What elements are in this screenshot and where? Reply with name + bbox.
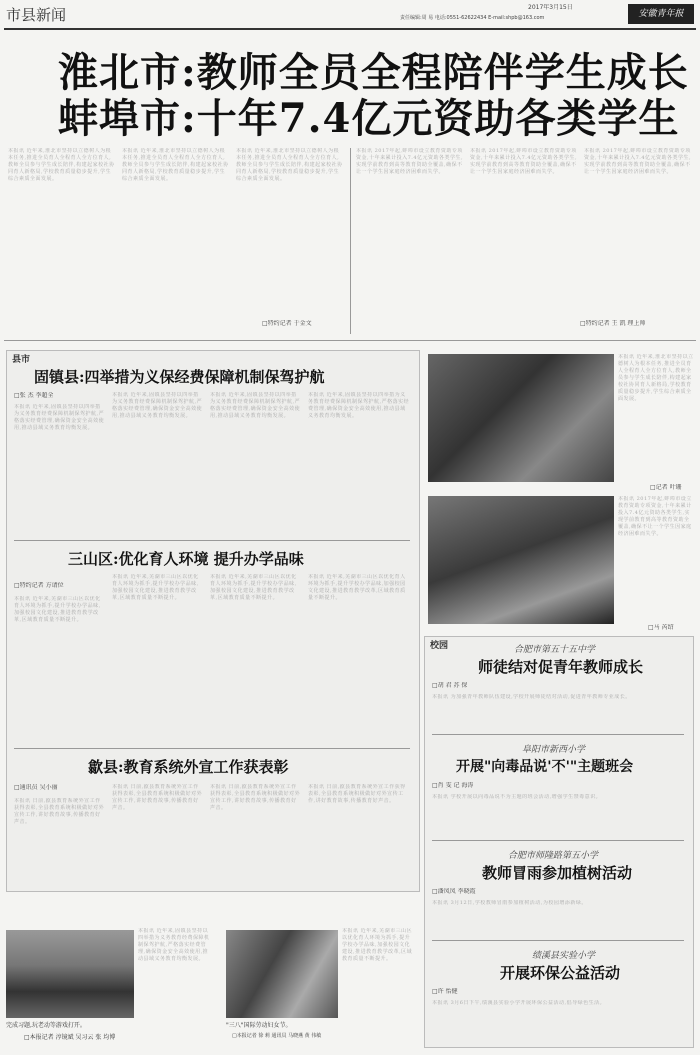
school2-title: 开展"向毒品说'不'"主题班会 bbox=[456, 759, 634, 775]
photo-bottom-mid-text-line: "三八"国际劳动妇女节。 bbox=[226, 1022, 292, 1029]
school-divider-3 bbox=[432, 940, 684, 941]
lead-byline-1: □特约记者 于金文 bbox=[262, 320, 312, 327]
school3-name: 合肥市师隆路第五小学 bbox=[508, 851, 599, 861]
school3-byline: □潘凤凤 李晓霞 bbox=[432, 888, 476, 895]
school2-byline: □肖 雯 记 海涛 bbox=[432, 782, 474, 789]
county-story2-col-2: 本报讯 近年来,芜湖市三山区以优化育人环境为抓手,提升学校办学品味,加强校园文化建设,推进教育教学改革,区域教育质量不断提升。 bbox=[112, 574, 199, 601]
school3-title: 教师冒雨参加植树活动 bbox=[482, 864, 633, 882]
county-story3-col-3: 本报讯 日前,歙县教育系统外宣工作获得表彰,全县教育系统积极做好对外宣传工作,讲好教育故事,传播教育好声音。 bbox=[210, 784, 301, 811]
county-story3-byline: □通讯员 吴小丽 bbox=[14, 784, 58, 791]
school-divider-1 bbox=[432, 734, 684, 735]
lead-column-divider bbox=[350, 148, 351, 334]
school4-name: 绩溪县实验小学 bbox=[532, 951, 596, 961]
county-box-tag bbox=[12, 352, 30, 365]
photo-top-text: 本报讯 近年来,淮北市坚持以立德树人为根本任务,推进全员育人全程育人全方位育人,教师全员参与学生成长陪伴,构建起家校社协同育人新格局,学校教育质量稳步提升,学生综合素质全面发展。 bbox=[618, 354, 694, 402]
photo-bottom-mid-text: 本报讯 近年来,芜湖市三山区以优化育人环境为抓手,提升学校办学品味,加强校园文化建设,推进教育教学改革,区域教育质量不断提升。 bbox=[342, 928, 413, 962]
lead-body-col-2: 本报讯 近年来,淮北市坚持以立德树人为根本任务,推进全员育人全程育人全方位育人,教师全员参与学生成长陪伴,构建起家校社协同育人新格局,学校教育质量稳步提升,学生综合素质全面发展。 bbox=[122, 148, 229, 182]
masthead-text: 安徽青年报 bbox=[638, 9, 684, 19]
lead-body-col-3: 本报讯 近年来,淮北市坚持以立德树人为根本任务,推进全员育人全程育人全方位育人,教师全员参与学生成长陪伴,构建起家校社协同育人新格局,学校教育质量稳步提升,学生综合素质全面发展。 bbox=[236, 148, 343, 182]
school1-byline: □胡 君 苏 保 bbox=[432, 682, 468, 689]
county-story2-col-4: 本报讯 近年来,芜湖市三山区以优化育人环境为抓手,提升学校办学品味,加强校园文化建设,推进教育教学改革,区域教育质量不断提升。 bbox=[308, 574, 406, 601]
county-story1-col-4: 本报讯 近年来,固镇县坚持以四举措为义务教育经费保障机制保驾护航,严格落实经费管理,确保资金安全高效使用,推动县域义务教育均衡发展。 bbox=[308, 392, 410, 419]
lead-headline-2: 蚌埠市:十年7.4亿元资助各类学生 bbox=[58, 95, 680, 142]
school1-title: 师徒结对促青年教师成长 bbox=[478, 658, 644, 676]
school2-body: 本报讯 学校开展以向毒品说不为主题的班会活动,增强学生禁毒意识。 bbox=[432, 794, 602, 800]
county-divider-1 bbox=[14, 540, 410, 541]
photo-festival-crowd bbox=[226, 930, 338, 1018]
school1-body: 本报讯 为加强青年教师队伍建设,学校开展师徒结对活动,促进青年教师专业成长。 bbox=[432, 694, 631, 700]
school4-byline: □许 怡健 bbox=[432, 988, 458, 995]
county-story3-col-1: 本报讯 日前,歙县教育系统外宣工作获得表彰,全县教育系统积极做好对外宣传工作,讲好教育故事,传播教育好声音。 bbox=[14, 798, 105, 825]
photo-mid-caption: □马 芮绍 bbox=[648, 624, 674, 631]
masthead bbox=[628, 4, 694, 24]
section-label: 市县新闻 bbox=[6, 6, 67, 24]
county-story1-byline: □张 杰 李超全 bbox=[14, 392, 54, 399]
school-box-tag-text: 校园 bbox=[430, 641, 449, 651]
lead-bottom-rule bbox=[4, 340, 696, 341]
county-story2-col-3: 本报讯 近年来,芜湖市三山区以优化育人环境为抓手,提升学校办学品味,加强校园文化建设,推进教育教学改革,区域教育质量不断提升。 bbox=[210, 574, 297, 601]
school-divider-2 bbox=[432, 840, 684, 841]
photo-bottom-left-caption: □本报记者 淳镜斌 吴习云 张 均博 bbox=[24, 1034, 116, 1041]
header-editor-line: 责任编辑:周 易 电话:0551-62622434 E-mail:shpb@163.com bbox=[400, 15, 545, 21]
photo-bottom-left-text-line: 完成习题,玩老动等游戏打开。 bbox=[6, 1022, 86, 1029]
header-rule bbox=[4, 28, 696, 30]
photo-students-hallway bbox=[428, 354, 614, 482]
school2-name: 阜阳市新西小学 bbox=[522, 745, 586, 755]
county-story1-col-1: 本报讯 近年来,固镇县坚持以四举措为义务教育经费保障机制保驾护航,严格落实经费管理,确保资金安全高效使用,推动县域义务教育均衡发展。 bbox=[14, 404, 105, 431]
county-story2-col-1: 本报讯 近年来,芜湖市三山区以优化育人环境为抓手,提升学校办学品味,加强校园文化建设,推进教育教学改革,区域教育质量不断提升。 bbox=[14, 596, 101, 623]
school4-body: 本报讯 3月6日下午,绩溪县实验小学开展环保公益活动,倡导绿色生活。 bbox=[432, 1000, 606, 1006]
photo-top-caption: □记者 叶珊 bbox=[650, 484, 682, 491]
county-story3-title: 歙县:教育系统外宣工作获表彰 bbox=[88, 758, 289, 776]
header-date: 2017年3月15日 bbox=[528, 4, 573, 11]
county-story1-col-3: 本报讯 近年来,固镇县坚持以四举措为义务教育经费保障机制保驾护航,严格落实经费管理,确保资金安全高效使用,推动县域义务教育均衡发展。 bbox=[210, 392, 301, 419]
school3-body: 本报讯 3月12日,学校教师冒雨参加植树活动,为校园增添新绿。 bbox=[432, 900, 587, 906]
lead-headline-1: 淮北市:教师全员全程陪伴学生成长 bbox=[58, 49, 689, 96]
photo-mid-text: 本报讯 2017年起,蚌埠市设立教育资助专项资金,十年来累计投入7.4亿元资助各类学生,实现学前教育到高等教育资助全覆盖,确保不让一个学生因家庭经济困难而失学。 bbox=[618, 496, 692, 537]
county-story3-col-4: 本报讯 日前,歙县教育系统外宣工作获得表彰,全县教育系统积极做好对外宣传工作,讲好教育故事,传播教育好声音。 bbox=[308, 784, 406, 804]
photo-bottom-mid-caption: □本报记者 徐 莉 通讯员 马晓燕 黄 伟敏 bbox=[232, 1033, 322, 1039]
lead-byline-2: □特约记者 王 凯 理上帅 bbox=[580, 320, 646, 327]
county-divider-2 bbox=[14, 748, 410, 749]
photo-bottom-left-text: 本报讯 近年来,固镇县坚持以四举措为义务教育经费保障机制保驾护航,严格落实经费管理,确保资金安全高效使用,推动县域义务教育均衡发展。 bbox=[138, 928, 210, 962]
school4-title: 开展环保公益活动 bbox=[500, 964, 621, 982]
county-story1-title: 固镇县:四举措为义保经费保障机制保驾护航 bbox=[34, 368, 325, 386]
school1-name: 合肥市第五十五中学 bbox=[514, 645, 596, 655]
county-story3-col-2: 本报讯 日前,歙县教育系统外宣工作获得表彰,全县教育系统积极做好对外宣传工作,讲好教育故事,传播教育好声音。 bbox=[112, 784, 203, 811]
lead-body-col-4: 本报讯 2017年起,蚌埠市设立教育资助专项资金,十年来累计投入7.4亿元资助各类学生,实现学前教育到高等教育资助全覆盖,确保不让一个学生因家庭经济困难而失学。 bbox=[356, 148, 464, 175]
lead-body-col-1: 本报讯 近年来,淮北市坚持以立德树人为根本任务,推进全员育人全程育人全方位育人,教师全员参与学生成长陪伴,构建起家校社协同育人新格局,学校教育质量稳步提升,学生综合素质全面发展。 bbox=[8, 148, 115, 182]
lead-body-col-6: 本报讯 2017年起,蚌埠市设立教育资助专项资金,十年来累计投入7.4亿元资助各类学生,实现学前教育到高等教育资助全覆盖,确保不让一个学生因家庭经济困难而失学。 bbox=[584, 148, 692, 175]
school-box-tag bbox=[430, 638, 448, 651]
county-story2-byline: □特约记者 方请位 bbox=[14, 582, 64, 589]
county-story2-title: 三山区:优化育人环境 提升办学品味 bbox=[68, 550, 304, 568]
county-box-tag-text: 县市 bbox=[12, 355, 31, 365]
photo-tire-game bbox=[6, 930, 134, 1018]
photo-students-piano bbox=[428, 496, 614, 624]
page-header bbox=[0, 0, 700, 30]
county-story1-col-2: 本报讯 近年来,固镇县坚持以四举措为义务教育经费保障机制保驾护航,严格落实经费管理,确保资金安全高效使用,推动县域义务教育均衡发展。 bbox=[112, 392, 203, 419]
lead-body-col-5: 本报讯 2017年起,蚌埠市设立教育资助专项资金,十年来累计投入7.4亿元资助各类学生,实现学前教育到高等教育资助全覆盖,确保不让一个学生因家庭经济困难而失学。 bbox=[470, 148, 578, 175]
